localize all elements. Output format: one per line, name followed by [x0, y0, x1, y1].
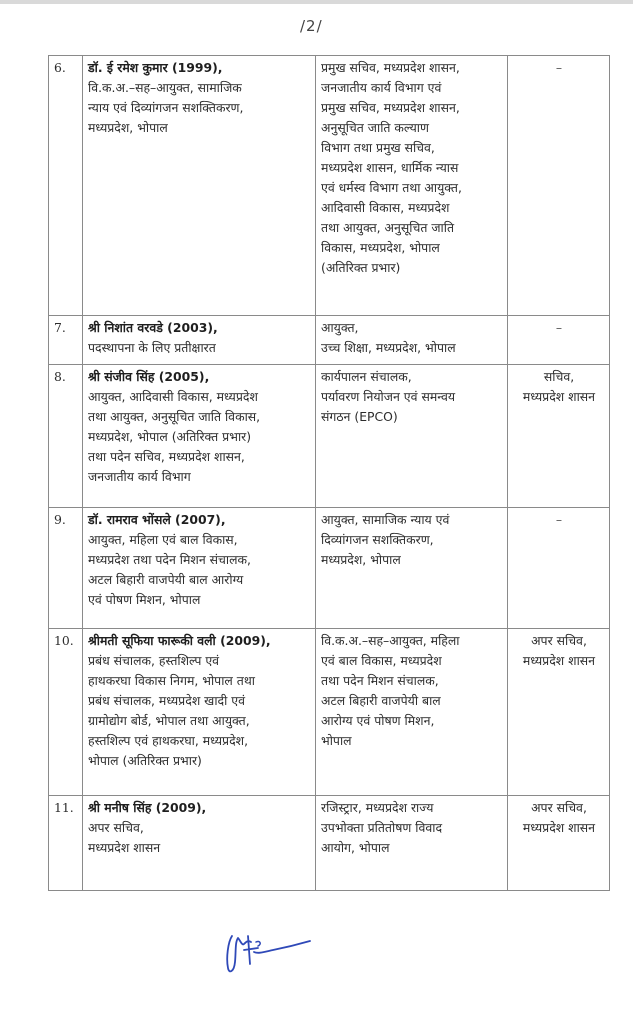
new-posting-cell — [316, 796, 508, 891]
new-posting-cell — [316, 56, 508, 316]
current-post-line: हाथकरघा विकास निगम, भोपाल तथा — [88, 673, 255, 688]
officer-name: श्री मनीष सिंह (2009), — [88, 800, 207, 815]
current-post-line: वि.क.अ.–सह–आयुक्त, सामाजिक — [88, 80, 242, 95]
current-post-line: भोपाल (अतिरिक्त प्रभार) — [88, 753, 202, 768]
current-post-line: एवं पोषण मिशन, भोपाल — [88, 592, 201, 607]
officer-cell — [83, 508, 316, 629]
current-post-line: तथा पदेन सचिव, मध्यप्रदेश शासन, — [88, 449, 245, 464]
new-posting-line: उपभोक्ता प्रतितोषण विवाद — [321, 820, 443, 835]
new-posting-line: आयुक्त, — [321, 320, 359, 335]
new-posting-line: विकास, मध्यप्रदेश, भोपाल — [321, 240, 440, 255]
new-posting-line: आयुक्त, सामाजिक न्याय एवं — [321, 512, 450, 527]
serial-number-cell: 9. — [49, 508, 83, 629]
table-row — [49, 56, 610, 316]
new-posting-line: एवं बाल विकास, मध्यप्रदेश — [321, 653, 442, 668]
rank-line: अपर सचिव, — [531, 800, 587, 815]
new-posting-line: दिव्यांगजन सशक्तिकरण, — [321, 532, 434, 547]
new-posting-line: रजिस्ट्रार, मध्यप्रदेश राज्य — [321, 800, 434, 815]
page-number: /2/ — [300, 17, 323, 35]
new-posting-line: पर्यावरण नियोजन एवं समन्वय — [321, 389, 456, 404]
current-post-line: आयुक्त, आदिवासी विकास, मध्यप्रदेश — [88, 389, 258, 404]
new-posting-line: आयोग, भोपाल — [321, 840, 390, 855]
current-post-line: मध्यप्रदेश, भोपाल (अतिरिक्त प्रभार) — [88, 429, 252, 444]
new-posting-line: अटल बिहारी वाजपेयी बाल — [321, 693, 441, 708]
table-row — [49, 316, 610, 365]
serial-number-cell: 8. — [49, 365, 83, 508]
rank-line: अपर सचिव, — [531, 633, 587, 648]
transfer-orders-table — [48, 55, 610, 891]
rank-cell — [508, 629, 610, 796]
officer-name: श्री संजीव सिंह (2005), — [88, 369, 210, 384]
officer-name: श्रीमती सूफिया फारूकी वली (2009), — [88, 633, 271, 648]
officer-cell — [83, 796, 316, 891]
rank-cell — [508, 56, 610, 316]
table-row — [49, 629, 610, 796]
new-posting-line: तथा पदेन मिशन संचालक, — [321, 673, 439, 688]
new-posting-line: वि.क.अ.–सह–आयुक्त, महिला — [321, 633, 460, 648]
officer-name: डॉ. ई रमेश कुमार (1999), — [88, 60, 223, 75]
rank-cell — [508, 508, 610, 629]
officer-cell — [83, 316, 316, 365]
new-posting-cell — [316, 365, 508, 508]
officer-cell — [83, 365, 316, 508]
new-posting-line: मध्यप्रदेश, भोपाल — [321, 552, 401, 567]
new-posting-line: प्रमुख सचिव, मध्यप्रदेश शासन, — [321, 60, 460, 75]
new-posting-cell — [316, 316, 508, 365]
rank-line: मध्यप्रदेश शासन — [522, 820, 596, 835]
new-posting-line: विभाग तथा प्रमुख सचिव, — [321, 140, 435, 155]
officer-cell — [83, 629, 316, 796]
new-posting-line: आदिवासी विकास, मध्यप्रदेश — [321, 200, 450, 215]
new-posting-line: जनजातीय कार्य विभाग एवं — [321, 80, 442, 95]
top-edge-strip — [0, 0, 633, 4]
current-post-line: अटल बिहारी वाजपेयी बाल आरोग्य — [88, 572, 244, 587]
rank-cell — [508, 796, 610, 891]
rank-line: मध्यप्रदेश शासन — [522, 653, 596, 668]
rank-line: मध्यप्रदेश शासन — [522, 389, 596, 404]
new-posting-line: उच्च शिक्षा, मध्यप्रदेश, भोपाल — [321, 340, 456, 355]
new-posting-line: अनुसूचित जाति कल्याण — [321, 120, 429, 135]
table-row — [49, 796, 610, 891]
serial-number-cell: 7. — [49, 316, 83, 365]
table-body — [49, 56, 610, 891]
officer-name: श्री निशांत वरवडे (2003), — [88, 320, 218, 335]
new-posting-line: मध्यप्रदेश शासन, धार्मिक न्यास — [321, 160, 459, 175]
new-posting-line: तथा आयुक्त, अनुसूचित जाति — [321, 220, 455, 235]
empty-dash: – — [555, 512, 563, 527]
new-posting-line: कार्यपालन संचालक, — [321, 369, 412, 384]
current-post-line: आयुक्त, महिला एवं बाल विकास, — [88, 532, 238, 547]
rank-cell — [508, 365, 610, 508]
signature — [218, 928, 318, 978]
rank-line: सचिव, — [543, 369, 575, 384]
current-post-line: अपर सचिव, — [88, 820, 144, 835]
current-post-line: प्रबंध संचालक, हस्तशिल्प एवं — [88, 653, 220, 668]
new-posting-cell — [316, 508, 508, 629]
current-post-line: जनजातीय कार्य विभाग — [88, 469, 191, 484]
new-posting-line: संगठन (EPCO) — [321, 409, 398, 424]
table-row — [49, 365, 610, 508]
serial-number-cell: 10. — [49, 629, 83, 796]
empty-dash: – — [555, 320, 563, 335]
serial-number-cell: 6. — [49, 56, 83, 316]
current-post-line: मध्यप्रदेश शासन — [88, 840, 161, 855]
table-row — [49, 508, 610, 629]
current-post-line: प्रबंध संचालक, मध्यप्रदेश खादी एवं — [88, 693, 245, 708]
current-post-line: तथा आयुक्त, अनुसूचित जाति विकास, — [88, 409, 261, 424]
new-posting-line: प्रमुख सचिव, मध्यप्रदेश शासन, — [321, 100, 460, 115]
current-post-line: हस्तशिल्प एवं हाथकरघा, मध्यप्रदेश, — [88, 733, 249, 748]
new-posting-line: (अतिरिक्त प्रभार) — [321, 260, 401, 275]
rank-cell — [508, 316, 610, 365]
current-post-line: ग्रामोद्योग बोर्ड, भोपाल तथा आयुक्त, — [88, 713, 250, 728]
new-posting-cell — [316, 629, 508, 796]
current-post-line: मध्यप्रदेश, भोपाल — [88, 120, 168, 135]
officer-name: डॉ. रामराव भोंसले (2007), — [88, 512, 226, 527]
new-posting-line: भोपाल — [321, 733, 352, 748]
current-post-line: न्याय एवं दिव्यांगजन सशक्तिकरण, — [88, 100, 244, 115]
serial-number-cell: 11. — [49, 796, 83, 891]
current-post-line: मध्यप्रदेश तथा पदेन मिशन संचालक, — [88, 552, 251, 567]
new-posting-line: एवं धर्मस्व विभाग तथा आयुक्त, — [321, 180, 462, 195]
officer-cell — [83, 56, 316, 316]
new-posting-line: आरोग्य एवं पोषण मिशन, — [321, 713, 435, 728]
current-post-line: पदस्थापना के लिए प्रतीक्षारत — [88, 340, 216, 355]
empty-dash: – — [555, 60, 563, 75]
